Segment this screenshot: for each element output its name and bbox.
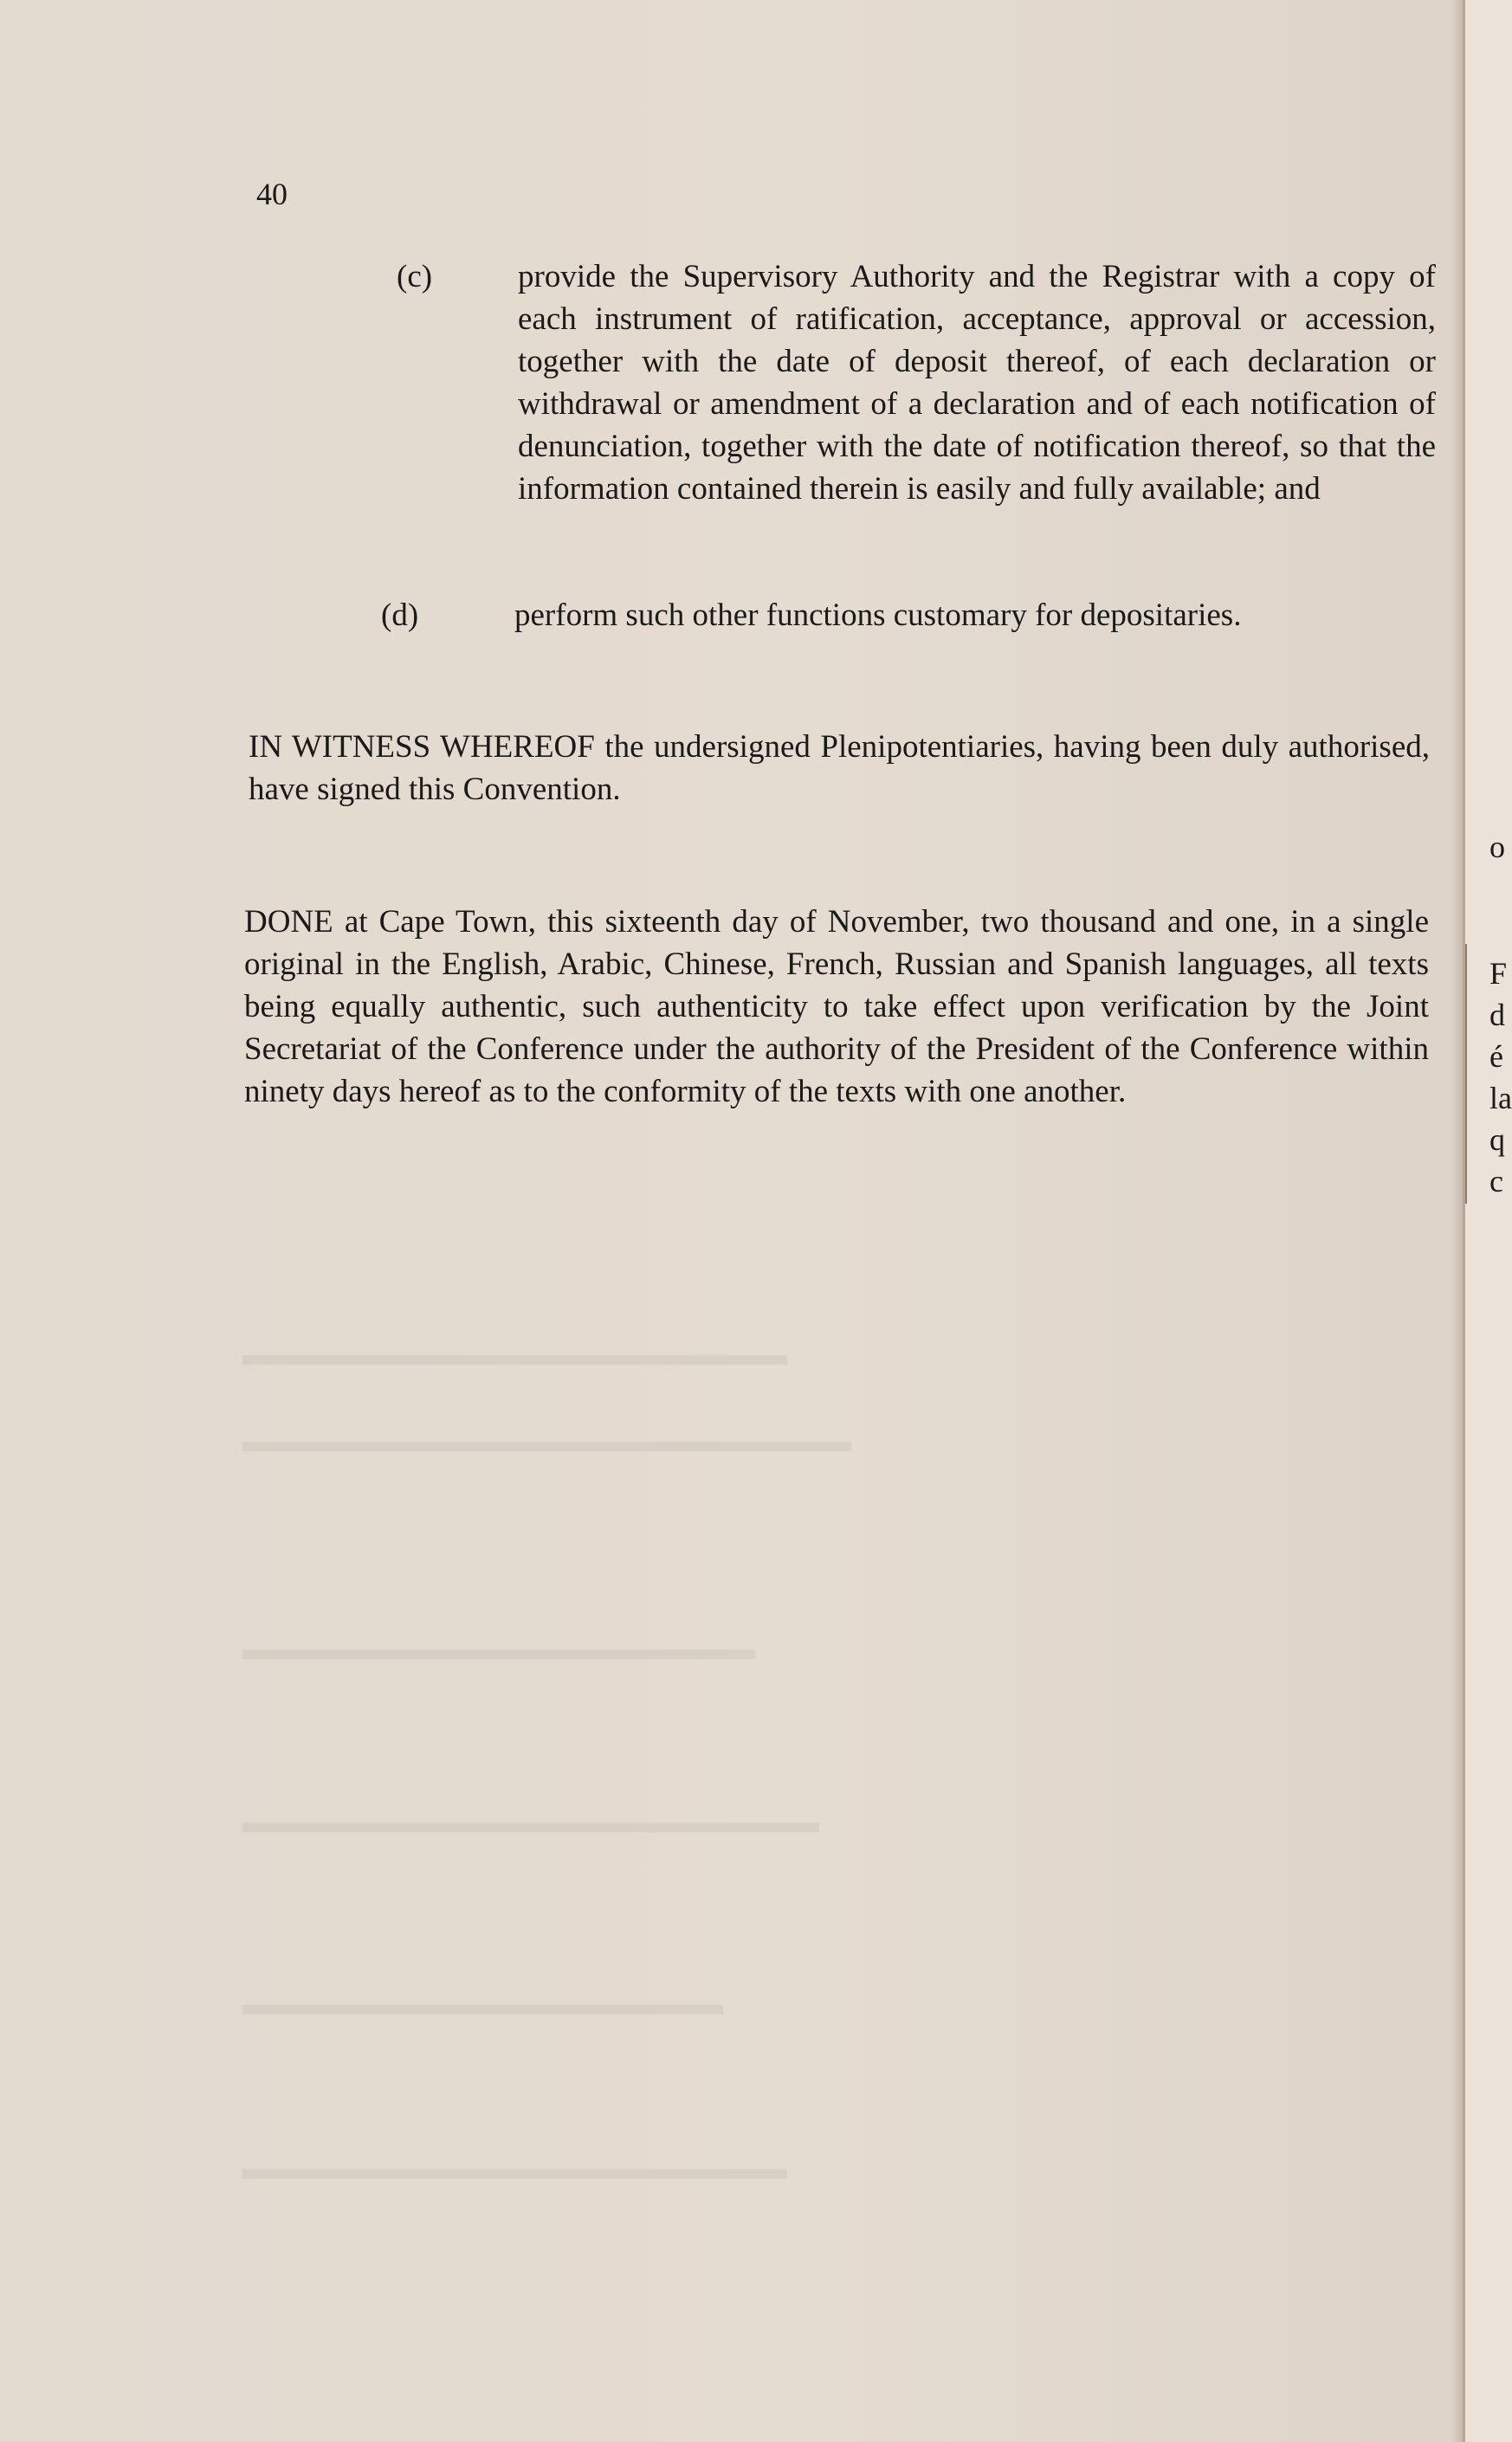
adjacent-page-edge — [1465, 0, 1512, 2442]
adjacent-page-fragment: q — [1489, 1122, 1505, 1157]
clause-marker: (d) — [381, 598, 419, 633]
adjacent-page-fragment: é — [1489, 1039, 1503, 1074]
page-number: 40 — [256, 177, 288, 211]
adjacent-page-fragment: F — [1489, 956, 1508, 991]
bleed-through-mark: ▬▬▬▬▬▬▬▬▬▬▬▬▬▬▬▬▬ — [242, 1337, 787, 1373]
adjacent-page-fragment: c — [1489, 1164, 1503, 1198]
clause-marker: (c) — [397, 259, 433, 294]
bleed-through-mark: ▬▬▬▬▬▬▬▬▬▬▬▬▬▬▬ — [242, 1987, 723, 2022]
bleed-through-mark: ▬▬▬▬▬▬▬▬▬▬▬▬▬▬▬▬▬▬ — [242, 1805, 819, 1840]
adjacent-page-fragment: la — [1489, 1081, 1512, 1115]
clause-text: provide the Supervisory Authority and the Registrar with a copy of each instrument of ratification, acceptance, approval or accession, together with the date of deposit thereof, of each declaration or withdrawal or amendment of a declaration and of each notification of denunciation, together with the date of notification thereof, so that the information contained therein is easily and fully available; and — [518, 259, 1436, 507]
page-gutter-shadow — [1451, 0, 1464, 2442]
bleed-through-mark: ▬▬▬▬▬▬▬▬▬▬▬▬▬▬▬▬▬ — [242, 2151, 787, 2187]
clause-c — [397, 255, 1436, 559]
adjacent-page-rule — [1465, 944, 1467, 1204]
clause-text: perform such other functions customary for depositaries. — [514, 598, 1242, 633]
done-paragraph: DONE at Cape Town, this sixteenth day of November, two thousand and one, in a single original in the English, Arabic, Chinese, French, Russian and Spanish languages, all texts being equally authentic, such authenticity to take effect upon verification by the Joint Secretariat of the Conference under the authority of the President of the Conference within ninety days hereof as to the conformity of the texts with one another. — [244, 904, 1429, 1109]
clause-d — [381, 594, 1446, 646]
bleed-through-mark: ▬▬▬▬▬▬▬▬▬▬▬▬▬▬▬▬▬▬▬ — [242, 1424, 851, 1459]
bleed-through-mark: ▬▬▬▬▬▬▬▬▬▬▬▬▬▬▬▬ — [242, 1631, 755, 1667]
adjacent-page-fragment: d — [1489, 998, 1505, 1032]
witness-paragraph: IN WITNESS WHEREOF the undersigned Plenipotentiaries, having been duly authorised, have signed this Convention. — [249, 729, 1430, 807]
adjacent-page-fragment: o — [1489, 830, 1505, 864]
